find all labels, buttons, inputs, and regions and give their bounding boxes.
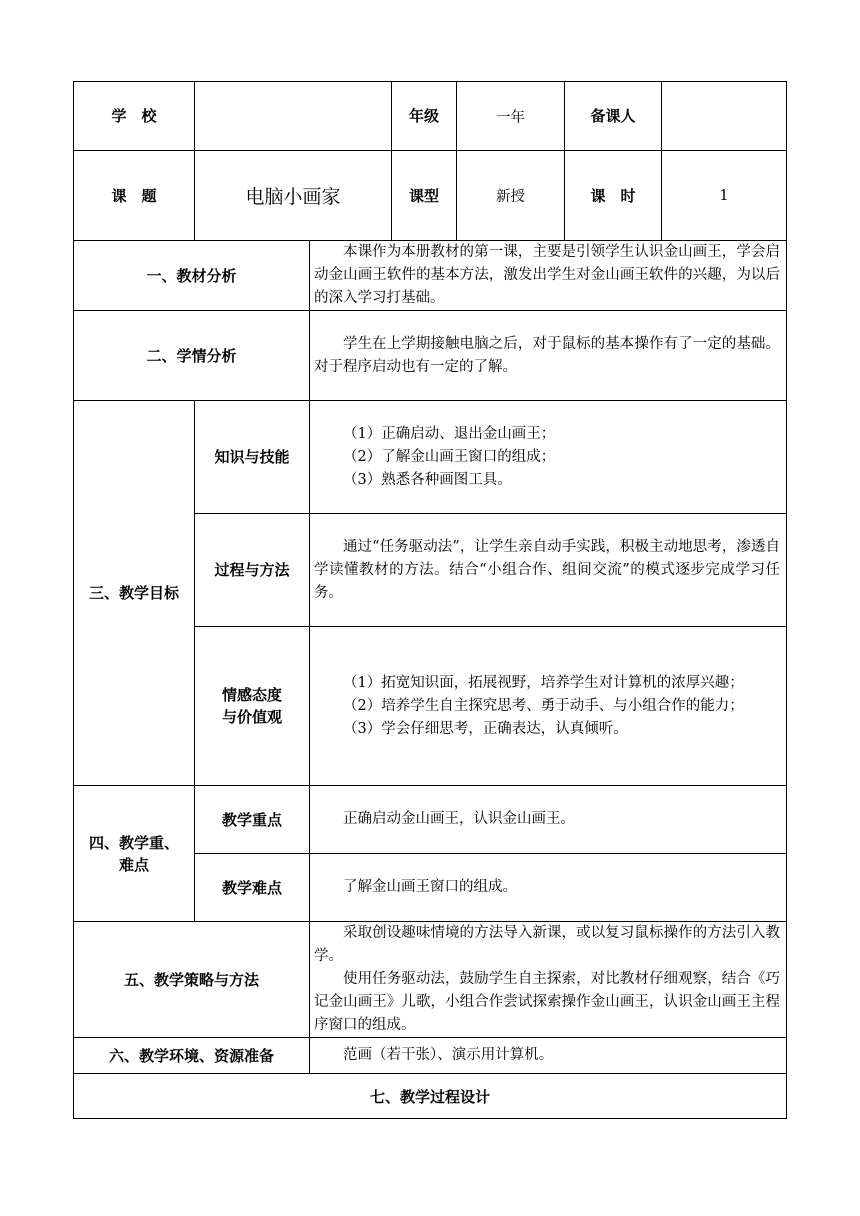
header-row-1 <box>74 82 787 151</box>
strategy-paragraph: 使用任务驱动法，鼓励学生自主探索，对比教材仔细观察，结合《巧记金山画王》儿歌，小组合作尝试探索操作金山画王，认识金山画王主程序窗口的组成。 <box>314 971 780 1033</box>
student-row <box>74 311 787 401</box>
student-label: 二、学情分析 <box>74 311 310 401</box>
material-label: 一、教材分析 <box>74 241 310 311</box>
preparer-value <box>662 82 787 151</box>
student-text: 学生在上学期接触电脑之后，对于鼠标的基本操作有了一定的基础。对于程序启动也有一定的了解。 <box>314 335 780 375</box>
emotion-item: （3）学会仔细思考，正确表达，认真倾听。 <box>343 720 628 737</box>
process-design-heading: 七、教学过程设计 <box>74 1074 787 1119</box>
process-label: 过程与方法 <box>195 514 310 627</box>
grade-value: 一年 <box>457 82 565 151</box>
school-label: 学 校 <box>74 82 195 151</box>
environment-row <box>74 1038 787 1074</box>
strategy-row <box>74 922 787 1038</box>
knowledge-item: （2）了解金山画王窗口的组成； <box>343 448 556 465</box>
knowledge-label: 知识与技能 <box>195 401 310 514</box>
material-row <box>74 241 787 311</box>
knowledge-item: （1）正确启动、退出金山画王； <box>343 425 556 442</box>
environment-text: 范画（若干张）、演示用计算机。 <box>343 1047 554 1063</box>
knowledge-cell <box>310 401 787 514</box>
focus-label: 教学重点 <box>195 786 310 854</box>
emotion-item: （1）拓宽知识面，拓展视野，培养学生对计算机的浓厚兴趣； <box>343 674 744 691</box>
focus-text: 正确启动金山画王，认识金山画王。 <box>343 811 575 827</box>
header-row-2 <box>74 151 787 241</box>
knowledge-item: （3）熟悉各种画图工具。 <box>343 471 512 488</box>
emotion-label-line: 情感态度 <box>221 686 282 704</box>
emotion-label-line: 与价值观 <box>221 708 282 726</box>
key-label-line: 四、教学重、 <box>88 833 179 852</box>
strategy-paragraph: 采取创设趣味情境的方法导入新课，或以复习鼠标操作的方法引入教学。 <box>314 925 780 964</box>
student-cell <box>310 311 787 401</box>
material-cell <box>310 241 787 311</box>
hours-label: 课 时 <box>565 151 662 241</box>
emotion-cell <box>310 627 787 786</box>
key-label <box>74 786 195 922</box>
grade-label: 年级 <box>392 82 457 151</box>
topic-label: 课 题 <box>74 151 195 241</box>
lesson-plan-table <box>73 81 787 1119</box>
type-label: 课型 <box>392 151 457 241</box>
topic-value: 电脑小画家 <box>195 151 392 241</box>
knowledge-row <box>74 401 787 514</box>
process-text: 通过“任务驱动法”，让学生亲自动手实践，积极主动地思考，渗透自学读懂教材的方法。结合“小组合作、组间交流”的模式逐步完成学习任务。 <box>314 538 780 601</box>
emotion-label <box>195 627 310 786</box>
process-design-row <box>74 1074 787 1119</box>
strategy-label: 五、教学策略与方法 <box>74 922 310 1038</box>
material-text: 本课作为本册教材的第一课，主要是引领学生认识金山画王，学会启动金山画王软件的基本方法，激发出学生对金山画王软件的兴趣，为以后的深入学习打基础。 <box>314 244 780 306</box>
difficulty-cell <box>310 854 787 922</box>
process-cell <box>310 514 787 627</box>
difficulty-label: 教学难点 <box>195 854 310 922</box>
preparer-label: 备课人 <box>565 82 662 151</box>
focus-row <box>74 786 787 854</box>
emotion-item: （2）培养学生自主探究思考、勇于动手、与小组合作的能力； <box>343 697 744 714</box>
environment-label: 六、教学环境、资源准备 <box>74 1038 310 1074</box>
goals-label: 三、教学目标 <box>74 401 195 786</box>
strategy-cell <box>310 922 787 1038</box>
focus-cell <box>310 786 787 854</box>
type-value: 新授 <box>457 151 565 241</box>
school-value <box>195 82 392 151</box>
hours-value: 1 <box>662 151 787 241</box>
environment-cell <box>310 1038 787 1074</box>
key-label-line: 难点 <box>118 855 149 874</box>
difficulty-text: 了解金山画王窗口的组成。 <box>343 879 517 895</box>
